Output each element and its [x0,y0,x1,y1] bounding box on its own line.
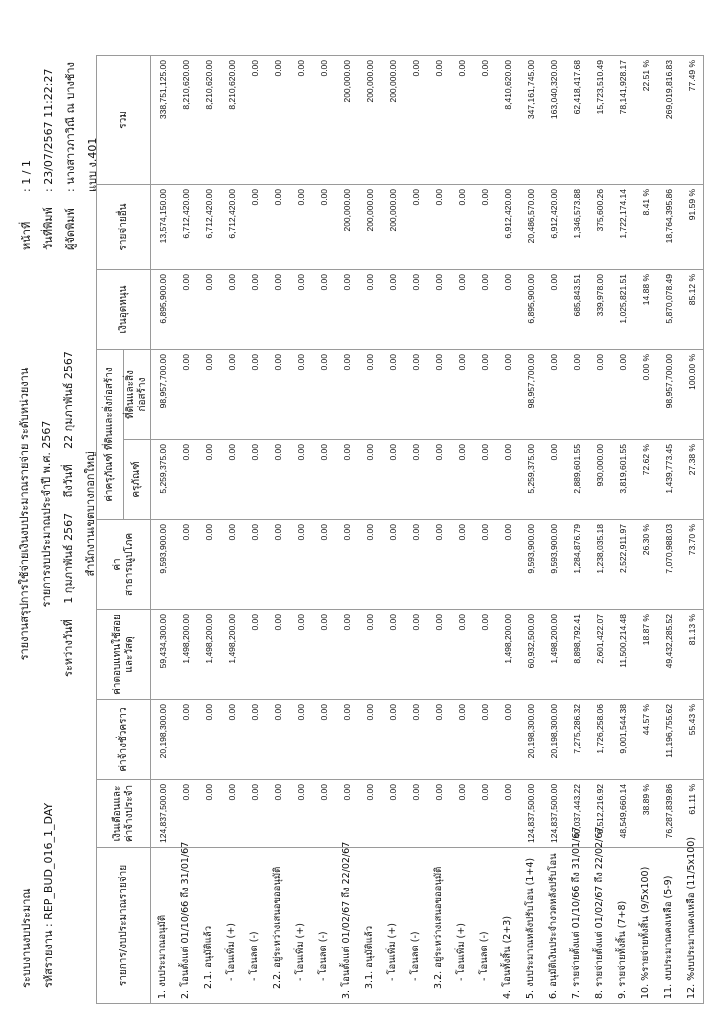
row-value: 0.00 [266,520,289,610]
print-date: : 23/07/2567 11:22:27 [42,68,55,192]
row-value: 0.00 [174,700,197,780]
row-value: 0.00 [243,55,266,184]
row-value: 0.00 [335,269,358,349]
table-row [335,55,358,1003]
row-value: 1,726,258.06 [588,700,611,780]
row-value: 339,978.00 [588,269,611,349]
row-value: 9,593,900.00 [542,520,565,610]
table-row [289,55,312,1003]
row-value: 0.00 [266,349,289,439]
report-subtitle: รายการงบประมาณประจำปี พ.ศ. 2567 [40,420,53,608]
row-value: 1,498,200.00 [542,610,565,700]
row-value: 11,196,755.62 [657,700,680,780]
row-value: 77.49 % [680,55,704,184]
row-value: 0.00 [496,269,519,349]
row-value: 13,574,150.00 [151,184,175,269]
row-value: 0.00 [473,610,496,700]
row-value: 0.00 [243,440,266,520]
row-value: 0.00 [243,269,266,349]
row-label: 3.1. อนุมัติแล้ว [358,848,381,1004]
row-value: 0.00 [289,440,312,520]
row-value: 0.00 [404,184,427,269]
col-header-equipment: ครุภัณฑ์ [124,440,151,520]
table-row [634,55,657,1003]
row-value: 3,819,601.55 [611,440,634,520]
row-value: 5,259,375.00 [519,440,542,520]
row-value: 0.00 [243,610,266,700]
table-row [680,55,704,1003]
row-value: 0.00 [542,440,565,520]
row-value: 0.00 [450,55,473,184]
row-value: 0.00 [358,349,381,439]
row-value: 0.00 [404,610,427,700]
row-value: 98,957,700.00 [151,349,175,439]
row-label: 11. งบประมาณคงเหลือ (5-9) [657,848,680,1004]
row-value: 0.00 [496,520,519,610]
row-value: 163,040,320.00 [542,55,565,184]
row-value: 0.00 [427,520,450,610]
table-row [243,55,266,1003]
row-value: 5,870,078.49 [657,269,680,349]
row-value: 0.00 [266,700,289,780]
page-number: : 1 / 1 [20,160,33,192]
row-value: 100.00 % [680,349,704,439]
row-value: 0.00 [450,440,473,520]
row-value: 8,210,620.00 [220,55,243,184]
row-value: 0.00 [266,269,289,349]
row-value: 1,439,773.45 [657,440,680,520]
row-value: 0.00 [312,184,335,269]
row-value: 8,210,620.00 [174,55,197,184]
row-value: 0.00 [381,610,404,700]
row-value: 0.00 [358,269,381,349]
row-value: 0.00 [266,780,289,848]
row-value: 40,037,443.22 [565,780,588,848]
report-header-left [16,803,60,988]
row-value: 1,346,573.88 [565,184,588,269]
table-row [404,55,427,1003]
row-label: 3. โอนตั้งแต่ 01/02/67 ถึง 22/02/67 [335,848,358,1004]
row-value: 0.00 [381,440,404,520]
table-row [381,55,404,1003]
row-value: 0.00 [220,700,243,780]
report-header-center [14,304,102,724]
row-value: 0.00 [197,780,220,848]
row-value: 0.00 [220,440,243,520]
row-value: 0.00 [450,269,473,349]
row-value: 22.51 % [634,55,657,184]
row-value: 0.00 [381,349,404,439]
col-header-compensation: ค่าตอบแทนใช้สอยและวัสดุ [97,610,151,700]
row-value: 0.00 [289,520,312,610]
table-row [565,55,588,1003]
row-value: 6,912,420.00 [542,184,565,269]
row-value: 26.30 % [634,520,657,610]
row-value: 0.00 [542,349,565,439]
row-value: 0.00 [473,55,496,184]
row-value: 0.00 [243,700,266,780]
row-value: 8.41 % [634,184,657,269]
table-row [588,55,611,1003]
row-value: 200,000.00 [381,184,404,269]
row-value: 0.00 [312,700,335,780]
table-row [197,55,220,1003]
form-code: แบบ ง.401 [86,137,99,192]
row-value: 61.11 % [680,780,704,848]
row-value: 269,019,816.83 [657,55,680,184]
row-value: 200,000.00 [381,55,404,184]
row-label: - โอนเพิ่ม (+) [220,848,243,1004]
row-value: 0.00 [450,520,473,610]
row-value: 0.00 [174,440,197,520]
row-label: 10. %รายจ่ายทั้งสิ้น (9/5x100) [634,848,657,1004]
row-value: 0.00 [588,349,611,439]
row-value: 0.00 [174,349,197,439]
row-value: 0.00 [404,520,427,610]
row-value: 20,486,570.00 [519,184,542,269]
row-value: 0.00 [381,520,404,610]
table-row [450,55,473,1003]
report-header-right [16,62,104,250]
row-value: 6,712,420.00 [197,184,220,269]
row-value: 7,070,988.03 [657,520,680,610]
row-value: 0.00 [404,349,427,439]
row-value: 18,764,395.86 [657,184,680,269]
row-label: 2. โอนตั้งแต่ 01/10/66 ถึง 31/01/67 [174,848,197,1004]
row-value: 1,498,200.00 [496,610,519,700]
row-value: 98,957,700.00 [519,349,542,439]
row-value: 0.00 [473,780,496,848]
row-value: 200,000.00 [335,184,358,269]
row-value: 98,957,700.00 [657,349,680,439]
row-value: 0.00 [312,55,335,184]
row-value: 0.00 [289,700,312,780]
row-label: 2.2. อยู่ระหว่างเสนอขออนุมัติ [266,848,289,1004]
row-value: 2,889,601.55 [565,440,588,520]
table-row [473,55,496,1003]
row-value: 18.87 % [634,610,657,700]
row-value: 0.00 [266,610,289,700]
report-code: รหัสรายงาน : REP_BUD_016_1_DAY [42,802,55,988]
row-value: 200,000.00 [358,55,381,184]
table-row [542,55,565,1003]
row-value: 0.00 [335,780,358,848]
row-value: 0.00 [220,520,243,610]
row-value: 0.00 [197,269,220,349]
row-value: 1,025,821.51 [611,269,634,349]
row-value: 0.00 [427,55,450,184]
col-header-subsidy: เงินอุดหนุน [97,269,151,349]
row-value: 0.00 [289,780,312,848]
row-value: 0.00 [358,780,381,848]
row-value: 0.00 [404,440,427,520]
row-value: 0.00 [335,700,358,780]
table-row [312,55,335,1003]
row-value: 200,000.00 [358,184,381,269]
row-value: 85.12 % [680,269,704,349]
row-label: - โอนลด (-) [312,848,335,1004]
row-value: 76,287,839.86 [657,780,680,848]
row-value: 0.00 [289,349,312,439]
col-header-salary: เงินเดือนและค่าจ้างประจำ [97,780,151,848]
row-value: 0.00 [174,520,197,610]
row-value: 9,593,900.00 [519,520,542,610]
row-value: 62,418,417.68 [565,55,588,184]
row-value: 930,000.00 [588,440,611,520]
col-header-total: รวม [97,55,151,184]
col-header-utilities [97,520,151,610]
table-row [220,55,243,1003]
row-value: 8,898,792.41 [565,610,588,700]
row-value: 0.00 [243,349,266,439]
office-name: สำนักงานเขตบางกอกใหญ่ [84,451,97,577]
row-value: 0.00 [611,349,634,439]
row-value: 0.00 [450,700,473,780]
row-value: 72.62 % [634,440,657,520]
table-row [266,55,289,1003]
row-value: 11,500,214.48 [611,610,634,700]
row-value: 1,238,035.18 [588,520,611,610]
row-value: 60,932,500.00 [519,610,542,700]
row-label: 6. อนุมัติเงินประจำงวดหลังปรับโอน [542,848,565,1004]
row-value: 0.00 [243,780,266,848]
row-value: 20,198,300.00 [542,700,565,780]
row-value: 0.00 [473,269,496,349]
row-label: 4. โอนทั้งสิ้น (2+3) [496,848,519,1004]
col-header-utilities-top: ค่า [111,558,123,571]
row-value: 0.00 [289,184,312,269]
row-value: 0.00 [404,700,427,780]
row-value: 0.00 [542,269,565,349]
row-value: 49,432,285.52 [657,610,680,700]
row-value: 0.00 [312,349,335,439]
row-value: 91.59 % [680,184,704,269]
period-from-label: ระหว่างวันที่ [62,619,75,677]
row-value: 0.00 [473,349,496,439]
row-value: 0.00 [335,520,358,610]
row-label: - โอนเพิ่ม (+) [450,848,473,1004]
col-header-other: รายจ่ายอื่น [97,184,151,269]
row-value: 0.00 [381,780,404,848]
period-to: 22 กุมภาพันธ์ 2567 [62,351,75,449]
row-value: 0.00 [312,269,335,349]
table-row [657,55,680,1003]
row-label: - โอนเพิ่ม (+) [289,848,312,1004]
row-value: 0.00 [243,184,266,269]
row-value: 0.00 [358,700,381,780]
row-value: 8,410,620.00 [496,55,519,184]
row-value: 0.00 [197,349,220,439]
row-value: 124,837,500.00 [151,780,175,848]
row-value: 0.00 % [634,349,657,439]
row-label: - โอนลด (-) [404,848,427,1004]
row-label: 8. รายจ่ายตั้งแต่ 01/02/67 ถึง 22/02/67 [588,848,611,1004]
row-value: 0.00 [266,184,289,269]
row-value: 0.00 [381,269,404,349]
row-value: 81.13 % [680,610,704,700]
row-value: 0.00 [220,780,243,848]
row-value: 2,601,422.07 [588,610,611,700]
row-value: 0.00 [496,349,519,439]
period-to-label: ถึงวันที่ [62,464,75,498]
row-value: 6,912,420.00 [496,184,519,269]
row-value: 0.00 [427,610,450,700]
col-header-temp-wage: ค่าจ้างชั่วคราว [97,700,151,780]
row-value: 8,512,216.92 [588,780,611,848]
row-value: 0.00 [473,700,496,780]
table-row [496,55,519,1003]
row-value: 375,600.26 [588,184,611,269]
row-value: 347,161,745.00 [519,55,542,184]
row-value: 0.00 [220,269,243,349]
table-row [519,55,542,1003]
row-label: 5. งบประมาณหลังปรับโอน (1+4) [519,848,542,1004]
row-label: 12. %งบประมาณคงเหลือ (11/5x100) [680,848,704,1004]
row-value: 338,751,125.00 [151,55,175,184]
row-value: 1,722,174.14 [611,184,634,269]
row-value: 0.00 [496,440,519,520]
row-value: 2,522,911.97 [611,520,634,610]
report-title: รายงานสรุปการใช้จ่ายเงินงบประมาณรายจ่าย ระดับหน่วยงาน [18,367,31,661]
row-value: 0.00 [197,440,220,520]
row-value: 0.00 [427,700,450,780]
row-value: 0.00 [496,700,519,780]
col-header-item: รายการ/งบประมาณรายจ่าย [97,848,151,1004]
page-label: หน้าที่ [20,221,33,250]
row-label: - โอนลด (-) [473,848,496,1004]
row-value: 0.00 [427,780,450,848]
row-value: 0.00 [358,440,381,520]
row-value: 0.00 [335,349,358,439]
row-value: 6,895,900.00 [519,269,542,349]
printed-by: : นางสาวภาวิณี ณ บางช้าง [64,62,77,192]
table-row [611,55,634,1003]
row-value: 0.00 [450,349,473,439]
row-value: 27.38 % [680,440,704,520]
row-value: 0.00 [404,780,427,848]
row-value: 14.88 % [634,269,657,349]
row-value: 73.70 % [680,520,704,610]
row-value: 0.00 [450,780,473,848]
row-label: - โอนลด (-) [243,848,266,1004]
row-value: 9,593,900.00 [151,520,175,610]
row-value: 5,259,375.00 [151,440,175,520]
row-label: 3.2. อยู่ระหว่างเสนอขออนุมัติ [427,848,450,1004]
row-value: 7,275,286.32 [565,700,588,780]
row-value: 0.00 [312,610,335,700]
row-value: 0.00 [404,55,427,184]
row-value: 1,498,200.00 [220,610,243,700]
budget-summary-table [96,55,704,1004]
col-header-capital-group: ค่าครุภัณฑ์ ที่ดินและสิ่งก่อสร้าง [97,349,124,519]
row-value: 55.43 % [680,700,704,780]
row-value: 124,837,500.00 [519,780,542,848]
table-body [151,55,704,1003]
row-value: 0.00 [289,610,312,700]
row-value: 38.89 % [634,780,657,848]
print-date-label: วันที่พิมพ์ [42,207,55,250]
row-value: 0.00 [450,184,473,269]
row-value: 0.00 [220,349,243,439]
col-header-land-building: ที่ดินและสิ่งก่อสร้าง [124,349,151,439]
row-label: 1. งบประมาณอนุมัติ [151,848,175,1004]
row-value: 0.00 [266,440,289,520]
row-value: 0.00 [312,440,335,520]
row-value: 8,210,620.00 [197,55,220,184]
row-value: 124,837,500.00 [542,780,565,848]
row-value: 0.00 [174,780,197,848]
row-value: 1,284,876.79 [565,520,588,610]
row-label: - โอนเพิ่ม (+) [381,848,404,1004]
row-value: 20,198,300.00 [519,700,542,780]
row-value: 0.00 [381,700,404,780]
table-row [151,55,175,1003]
row-value: 6,712,420.00 [220,184,243,269]
table-row [174,55,197,1003]
row-value: 0.00 [335,610,358,700]
row-value: 0.00 [404,269,427,349]
row-value: 0.00 [565,349,588,439]
row-value: 0.00 [427,184,450,269]
row-value: 0.00 [266,55,289,184]
period-from: 1 กุมภาพันธ์ 2567 [62,512,75,604]
report-period [58,304,80,724]
row-value: 0.00 [197,700,220,780]
row-value: 0.00 [427,269,450,349]
row-value: 0.00 [289,55,312,184]
row-value: 0.00 [427,349,450,439]
row-value: 0.00 [358,610,381,700]
row-value: 0.00 [289,269,312,349]
row-value: 200,000.00 [335,55,358,184]
row-value: 0.00 [312,520,335,610]
row-value: 6,712,420.00 [174,184,197,269]
row-value: 1,498,200.00 [197,610,220,700]
row-value: 0.00 [496,780,519,848]
row-label: 2.1. อนุมัติแล้ว [197,848,220,1004]
row-value: 0.00 [358,520,381,610]
row-value: 48,549,660.14 [611,780,634,848]
row-value: 0.00 [335,440,358,520]
table-row [358,55,381,1003]
row-label: 7. รายจ่ายตั้งแต่ 01/10/66 ถึง 31/01/67 [565,848,588,1004]
row-value: 1,498,200.00 [174,610,197,700]
row-label: 9. รายจ่ายทั้งสิ้น (7+8) [611,848,634,1004]
col-header-utilities-bottom: สาธารณูปโภค [123,532,135,597]
table-row [427,55,450,1003]
printed-by-label: ผู้จัดพิมพ์ [64,208,77,250]
system-name: ระบบงานงบประมาณ [20,888,33,988]
row-value: 0.00 [473,184,496,269]
row-value: 0.00 [473,440,496,520]
row-value: 59,434,300.00 [151,610,175,700]
row-value: 15,723,510.49 [588,55,611,184]
row-value: 0.00 [427,440,450,520]
row-value: 0.00 [243,520,266,610]
row-value: 0.00 [450,610,473,700]
row-value: 685,843.51 [565,269,588,349]
row-value: 9,001,544.38 [611,700,634,780]
row-value: 6,895,900.00 [151,269,175,349]
row-value: 0.00 [473,520,496,610]
row-value: 44.57 % [634,700,657,780]
row-value: 0.00 [174,269,197,349]
row-value: 0.00 [197,520,220,610]
row-value: 20,198,300.00 [151,700,175,780]
row-value: 0.00 [312,780,335,848]
row-value: 78,141,928.17 [611,55,634,184]
